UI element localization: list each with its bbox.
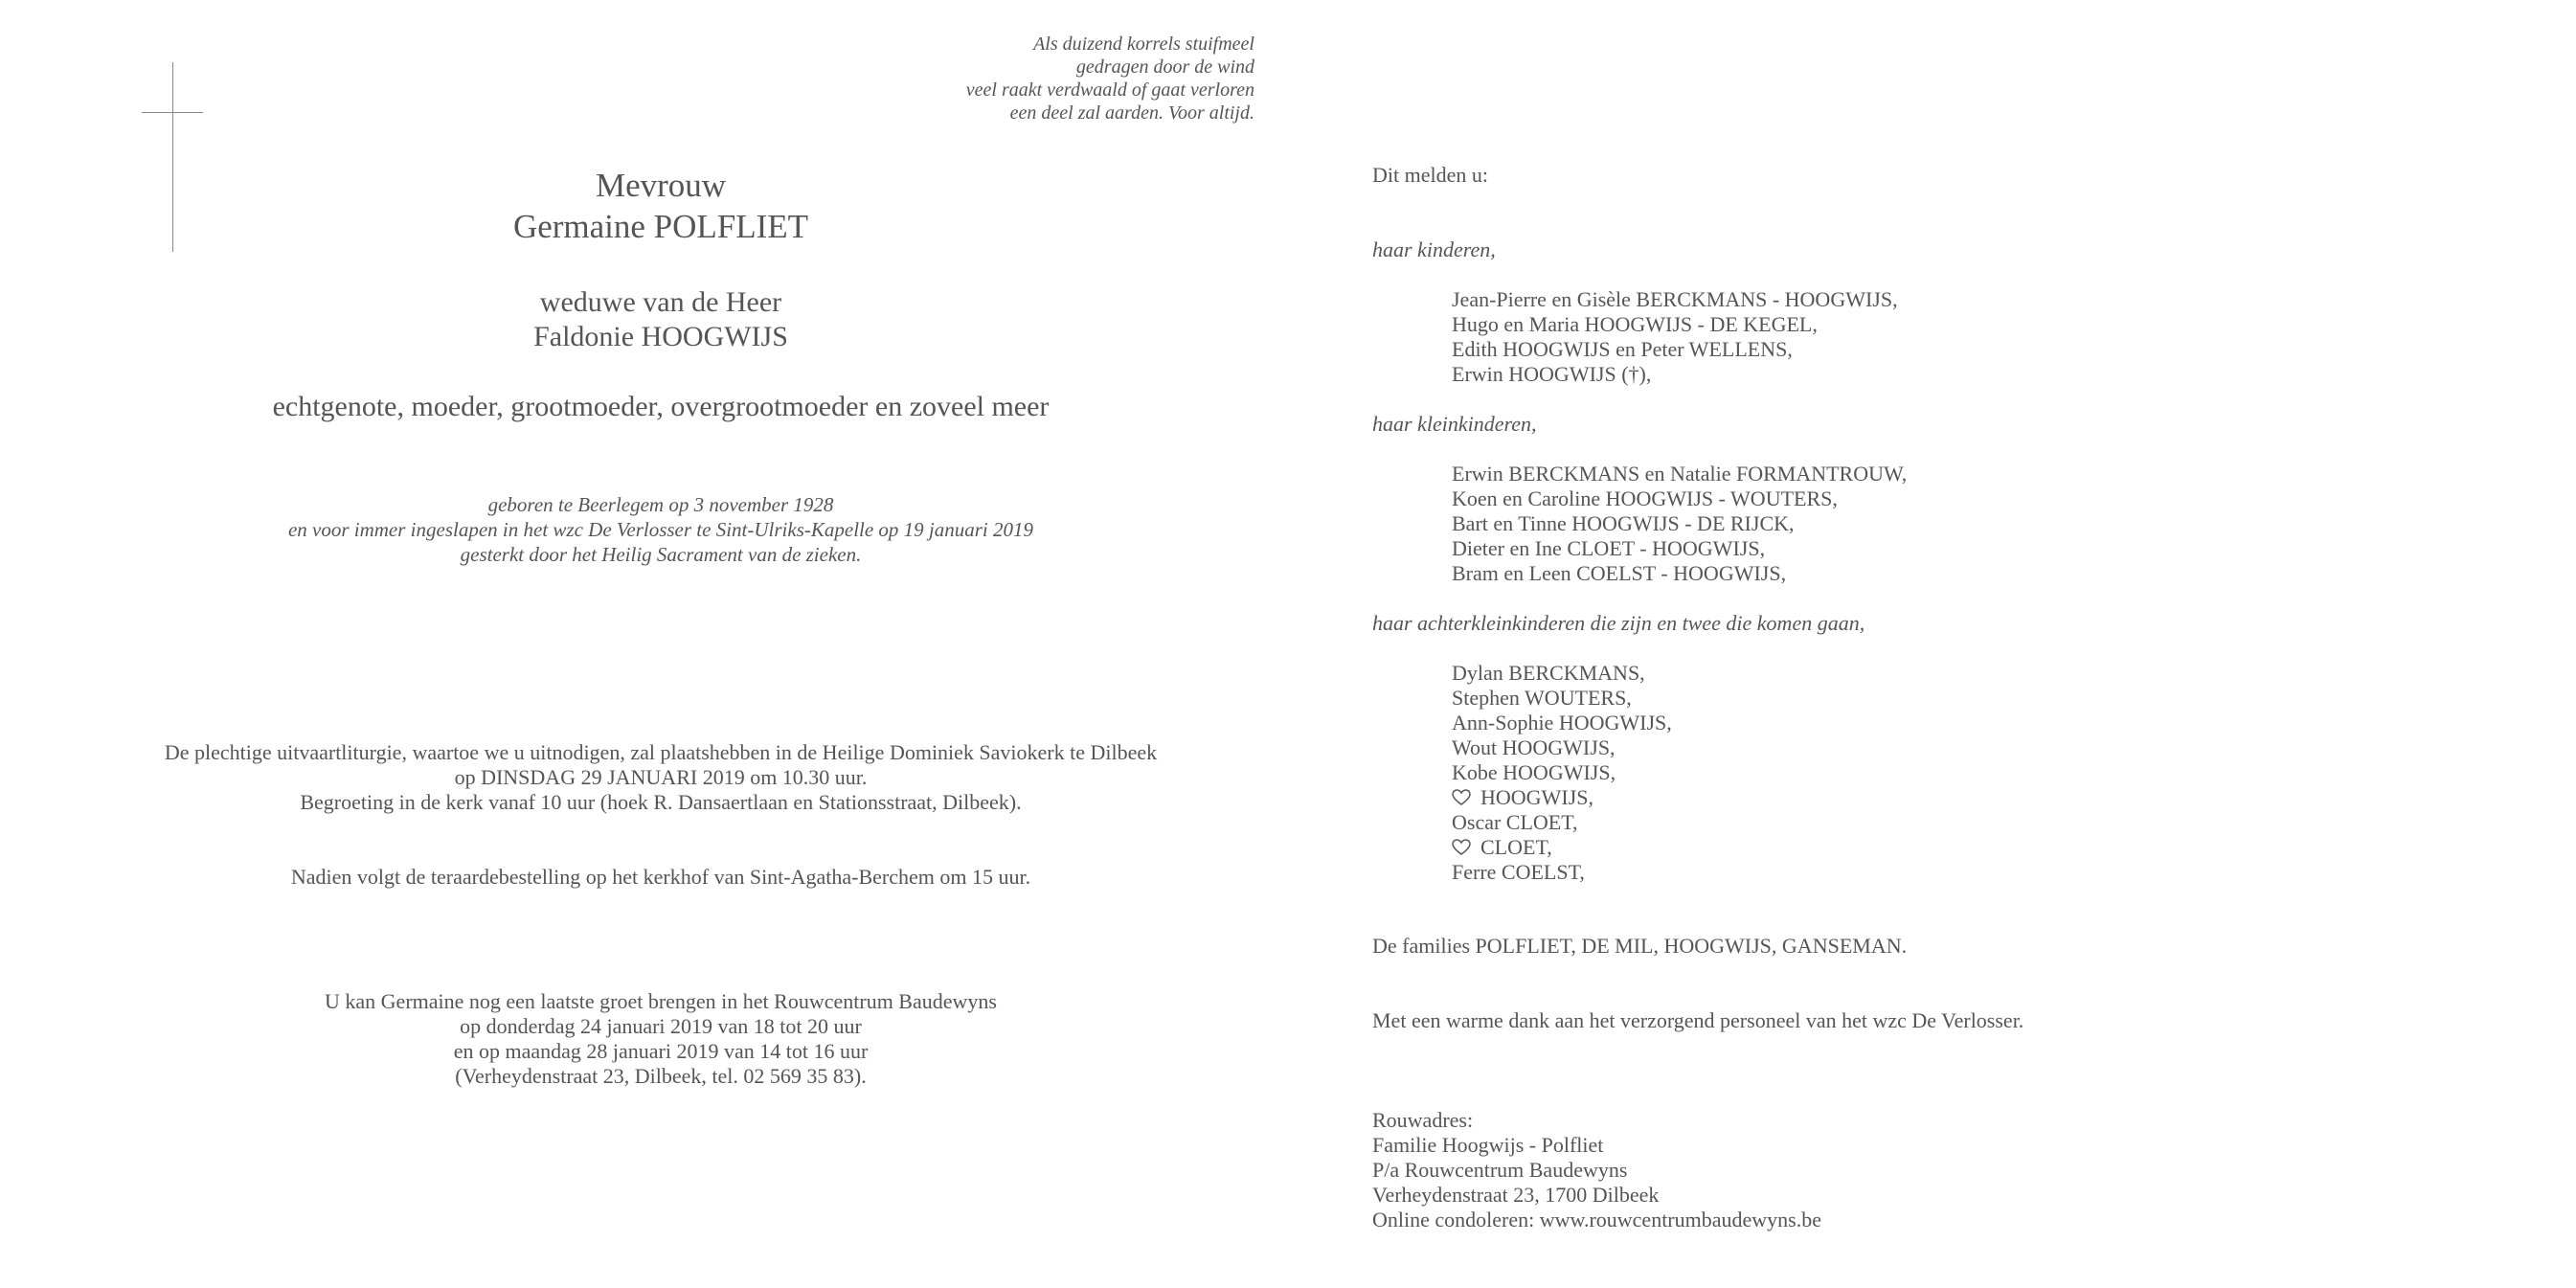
- address-line: P/a Rouwcentrum Baudewyns: [1372, 1158, 1628, 1182]
- list-item: Wout HOOGWIJS,: [1452, 735, 1616, 759]
- list-item: Erwin BERCKMANS en Natalie FORMANTROUW,: [1452, 462, 1908, 486]
- announce-intro: Dit melden u:: [1372, 163, 1488, 187]
- salutation: Mevrouw: [595, 167, 727, 204]
- list-item: Hugo en Maria HOOGWIJS - DE KEGEL,: [1452, 312, 1818, 336]
- list-item: Ferre COELST,: [1452, 860, 1585, 884]
- visit-line: U kan Germaine nog een laatste groet brengen in het Rouwcentrum Baudewyns: [325, 989, 997, 1013]
- visit-line: en op maandag 28 januari 2019 van 14 tot 16 uur: [453, 1039, 869, 1063]
- poem-line: een deel zal aarden. Voor altijd.: [1009, 102, 1254, 124]
- list-item-name: CLOET,: [1480, 835, 1552, 859]
- address-line: Familie Hoogwijs - Polfliet: [1372, 1133, 1604, 1157]
- birth-death-block: [86, 492, 1235, 567]
- list-item: Kobe HOOGWIJS,: [1452, 760, 1616, 784]
- list-item: Dieter en Ine CLOET - HOOGWIJS,: [1452, 536, 1766, 560]
- great-grandchildren-list: [1452, 661, 1672, 885]
- address-line: Verheydenstraat 23, 1700 Dilbeek: [1372, 1183, 1660, 1207]
- children-heading: haar kinderen,: [1372, 237, 1496, 261]
- list-item: Ann-Sophie HOOGWIJS,: [1452, 711, 1672, 734]
- deceased-name: Germaine POLFLIET: [512, 208, 809, 245]
- list-item: Stephen WOUTERS,: [1452, 686, 1632, 710]
- poem: [670, 33, 1254, 124]
- visit-line: op donderdag 24 januari 2019 van 18 tot 20 uur: [460, 1014, 862, 1038]
- burial-line: Nadien volgt de teraardebestelling op het kerkhof van Sint-Agatha-Berchem om 15 uur.: [290, 865, 1031, 889]
- children-list: [1452, 287, 1898, 387]
- heart-icon: [1452, 839, 1471, 856]
- families-line: De families POLFLIET, DE MIL, HOOGWIJS, GANSEMAN.: [1372, 934, 1908, 958]
- list-item-name: HOOGWIJS,: [1480, 785, 1593, 809]
- address-block: [1372, 1108, 1821, 1232]
- funeral-block: [86, 740, 1235, 815]
- funeral-line: De plechtige uitvaartliturgie, waartoe we u uitnodigen, zal plaatshebben in de Heilige Dominiek Saviokerk te Dilbeek: [164, 740, 1158, 764]
- husband-name: Faldonie HOOGWIJS: [533, 321, 788, 352]
- list-item: Jean-Pierre en Gisèle BERCKMANS - HOOGWIJS,: [1452, 287, 1898, 311]
- sacrament-line: gesterkt door het Heilig Sacrament van de zieken.: [460, 543, 862, 566]
- great-grandchildren-heading: haar achterkleinkinderen die zijn en twee die komen gaan,: [1372, 611, 1865, 635]
- greeting-line: Begroeting in de kerk vanaf 10 uur (hoek R. Dansaertlaan en Stationsstraat, Dilbeek).: [300, 790, 1022, 814]
- heart-icon: [1452, 789, 1471, 806]
- visit-address: (Verheydenstraat 23, Dilbeek, tel. 02 569 35 83).: [455, 1064, 867, 1088]
- poem-line: gedragen door de wind: [1075, 56, 1254, 78]
- list-item: Edith HOOGWIJS en Peter WELLENS,: [1452, 337, 1793, 361]
- address-heading: Rouwadres:: [1372, 1108, 1474, 1132]
- poem-line: veel raakt verdwaald of gaat verloren: [965, 79, 1254, 101]
- funeral-date: op DINSDAG 29 JANUARI 2019 om 10.30 uur.: [454, 765, 868, 789]
- grandchildren-heading: haar kleinkinderen,: [1372, 412, 1537, 436]
- condolence-line: Online condoleren: www.rouwcentrumbaudewyns.be: [1372, 1208, 1821, 1232]
- widow-line: weduwe van de Heer: [539, 286, 782, 318]
- died-line: en voor immer ingeslapen in het wzc De Verlosser te Sint-Ulriks-Kapelle op 19 januari 2019: [287, 518, 1034, 541]
- born-line: geboren te Beerlegem op 3 november 1928: [487, 493, 834, 516]
- list-item: Erwin HOOGWIJS (†),: [1452, 362, 1652, 386]
- visit-block: [86, 989, 1235, 1089]
- list-item: Bram en Leen COELST - HOOGWIJS,: [1452, 561, 1787, 585]
- cross-horizontal-bar: [142, 112, 203, 113]
- deceased-name-block: [86, 165, 1235, 247]
- thanks-line: Met een warme dank aan het verzorgend personeel van het wzc De Verlosser.: [1372, 1008, 2024, 1032]
- roles-line: echtgenote, moeder, grootmoeder, overgrootmoeder en zoveel meer: [272, 391, 1050, 422]
- list-item: Bart en Tinne HOOGWIJS - DE RIJCK,: [1452, 511, 1795, 535]
- poem-line: Als duizend korrels stuifmeel: [1033, 34, 1254, 55]
- grandchildren-list: [1452, 462, 1907, 586]
- list-item: Dylan BERCKMANS,: [1452, 661, 1645, 685]
- widow-block: [86, 285, 1235, 354]
- list-item: Oscar CLOET,: [1452, 810, 1578, 834]
- list-item: [1452, 785, 1672, 810]
- list-item: [1452, 835, 1672, 860]
- list-item: Koen en Caroline HOOGWIJS - WOUTERS,: [1452, 486, 1838, 510]
